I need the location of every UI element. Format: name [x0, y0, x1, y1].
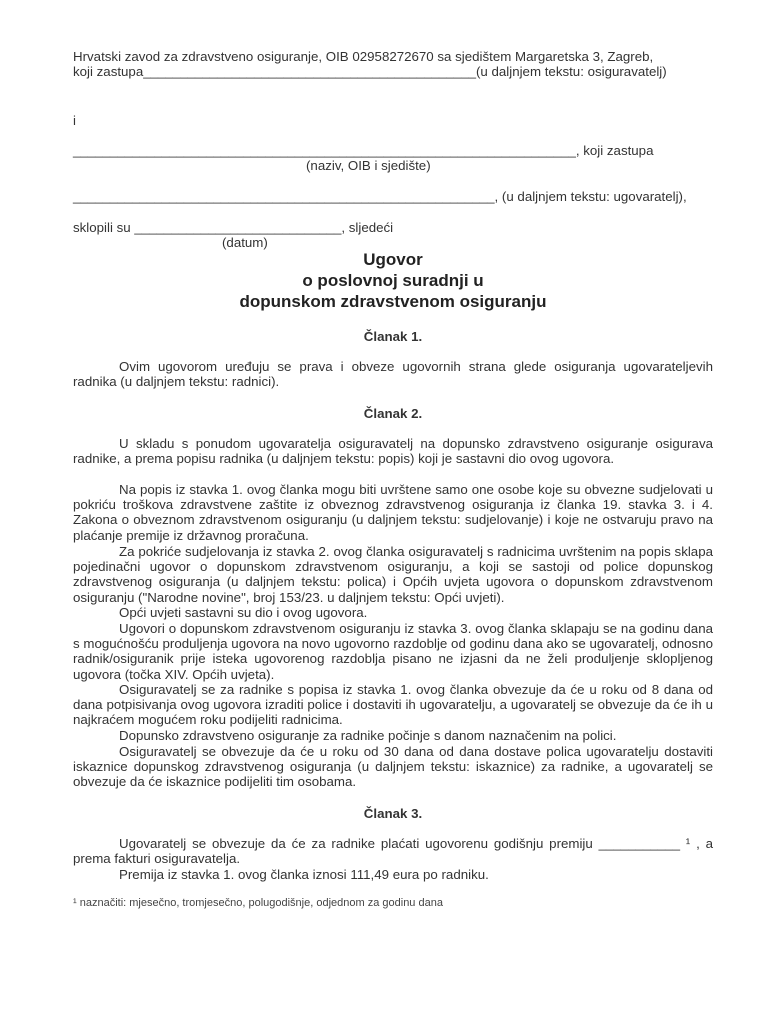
conjunction-i: i	[73, 113, 76, 128]
title-line-3: dopunskom zdravstvenom osiguranju	[239, 292, 547, 311]
article-3-paragraph-2: Premija iz stavka 1. ovog članka iznosi 111,49 eura po radniku.	[119, 867, 489, 882]
document-title	[73, 249, 713, 312]
article-2-paragraph-7: Dopunsko zdravstveno osiguranje za radnike počinje s danom naznačenim na polici.	[119, 728, 617, 743]
article-3-paragraph-1: Ugovaratelj se obvezuje da će za radnike plaćati ugovorenu godišnju premiju ___________ ¹ , a prema fakturi osiguravatelja.	[73, 836, 713, 867]
article-2-heading: Članak 2.	[363, 406, 423, 421]
article-2-paragraph-3: Za pokriće sudjelovanja iz stavka 2. ovog članka osiguravatelj s radnicima uvrštenim na popis sklapa pojedinačni ugovor o dopunskom zdravstvenom osiguranju, a koji se sastoji od police dopunskog zdravstvenog osiguranja (u daljnjem tekstu: polica) i Općih uvjeta ugovora o dopunskom zdravstvenom osiguranju ("Narodne novine", broj 153/23. u daljnjem tekstu: Opći uvjeti).	[73, 544, 713, 605]
article-2-paragraph-1: U skladu s ponudom ugovaratelja osiguravatelj na dopunsko zdravstveno osiguranje osigurava radnike, a prema popisu radnika (u daljnjem tekstu: popis) koji je sastavni dio ovog ugovora.	[73, 436, 713, 467]
concluded-line: sklopili su ____________________________, sljedeći	[73, 220, 394, 235]
article-2-paragraph-4: Opći uvjeti sastavni su dio i ovog ugovora.	[119, 605, 368, 620]
date-caption: (datum)	[222, 235, 268, 250]
party-line: ____________________________________________________________________, koji zastupa	[73, 143, 654, 158]
footnote: ¹ naznačiti: mjesečno, tromjesečno, polugodišnje, odjednom za godinu dana	[73, 897, 443, 909]
intro-line-2: koji zastupa_____________________________________________(u daljnjem tekstu: osiguravatelj)	[73, 64, 667, 80]
title-line-2: o poslovnoj suradnji u	[302, 271, 484, 290]
article-3-heading: Članak 3.	[363, 806, 423, 821]
article-2-paragraph-8: Osiguravatelj se obvezuje da će u roku od 30 dana od dana dostave polica ugovaratelju dostaviti iskaznice dopunskog zdravstvenog osiguranja (u daljnjem tekstu: iskaznice) za radnike, a ugovaratelj se obvezuje da će iskaznice podijeliti tim osobama.	[73, 744, 713, 790]
party-caption: (naziv, OIB i sjedište)	[306, 158, 431, 173]
article-1-heading: Članak 1.	[363, 329, 423, 344]
article-2-paragraph-6: Osiguravatelj se za radnike s popisa iz stavka 1. ovog članka obvezuje da će u roku od 8 dana od dana potpisivanja ovog ugovora izraditi police i dostaviti ih ugovaratelju, a ugovaratelj se obvezuje da će ih u najkraćem mogućem roku podijeliti radnicima.	[73, 682, 713, 728]
article-1-paragraph-1: Ovim ugovorom uređuju se prava i obveze ugovornih strana glede osiguranja ugovarateljevih radnika (u daljnjem tekstu: radnici).	[73, 359, 713, 390]
contractor-line: _________________________________________________________, (u daljnjem tekstu: ugovaratelj),	[73, 189, 687, 204]
article-2-paragraph-2: Na popis iz stavka 1. ovog članka mogu biti uvrštene samo one osobe koje su obvezne sudjelovati u pokriću troškova zdravstvene zaštite iz obveznog zdravstvenog osiguranja iz članka 19. stavka 3. i 4. Zakona o obveznom zdravstvenom osiguranju (u daljnjem tekstu: sudjelovanje) i koje ne ostvaruju pravo na plaćanje premije iz državnog proračuna.	[73, 482, 713, 543]
intro-line-1: Hrvatski zavod za zdravstveno osiguranje, OIB 02958272670 sa sjedištem Margaretska 3, Zagreb,	[73, 49, 654, 64]
title-line-1: Ugovor	[363, 250, 423, 269]
article-2-paragraph-5: Ugovori o dopunskom zdravstvenom osiguranju iz stavka 3. ovog članka sklapaju se na godinu dana s mogućnošću produljenja ugovora na novo ugovorno razdoblje od godinu dana ako se ugovaratelj, odnosno radnik/osiguranik prije isteka ugovorenog razdoblja pisano ne izjasni da ne želi produljenje sklopljenog ugovora (točka XIV. Općih uvjeta).	[73, 621, 713, 682]
intro-paragraph	[73, 49, 713, 79]
